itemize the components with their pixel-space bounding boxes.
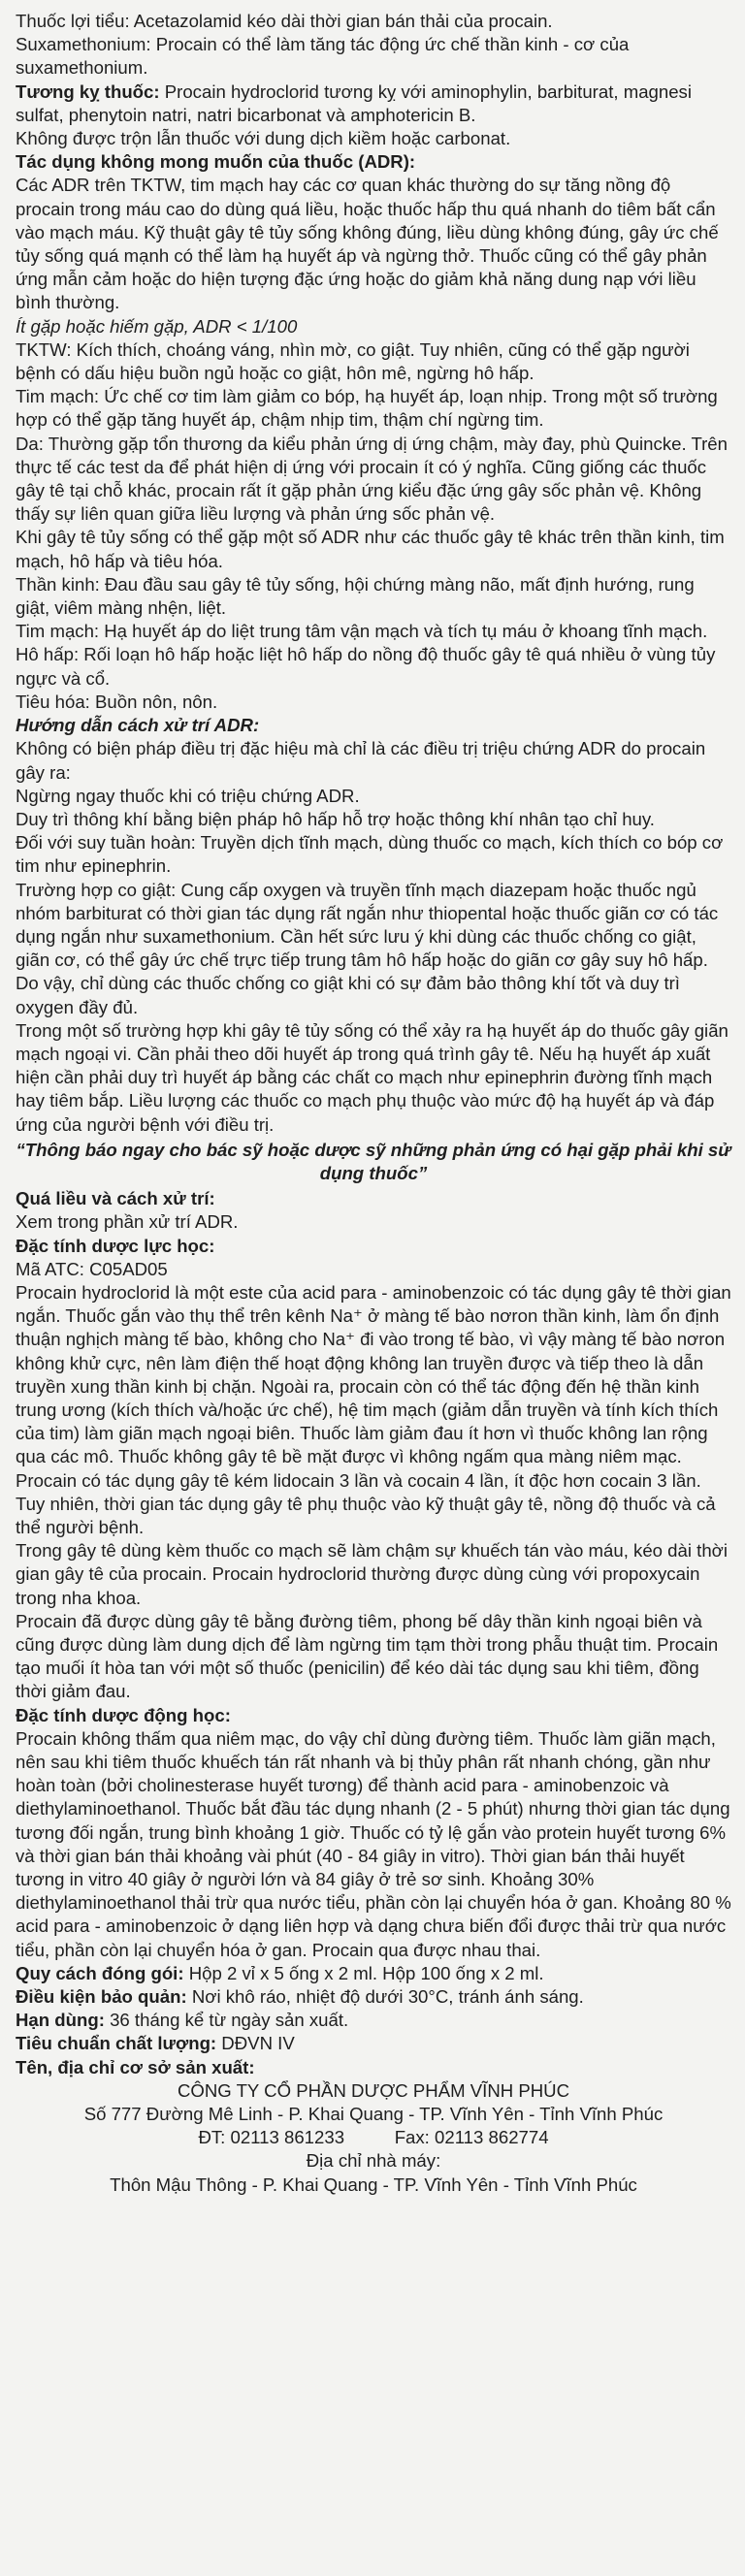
heading-pharmacodynamics: Đặc tính dược lực học: <box>16 1235 215 1256</box>
paragraph-cardio: Tim mạch: Ức chế cơ tim làm giảm co bóp, hạ huyết áp, loạn nhịp. Trong một số trường hợp có thể gặp tăng huyết áp, chậm nhịp tim, thậm chí ngừng tim. <box>16 386 718 431</box>
paragraph-neuro: Thần kinh: Đau đầu sau gây tê tủy sống, hội chứng màng não, mất định hướng, rung giật, viêm màng nhện, liệt. <box>16 573 695 619</box>
paragraph-ventilation: Duy trì thông khí bằng biện pháp hô hấp hỗ trợ hoặc thông khí nhân tạo chỉ huy. <box>16 808 655 829</box>
factory-address-label: Địa chỉ nhà máy: <box>306 2150 441 2172</box>
paragraph-atc: Mã ATC: C05AD05 <box>16 1258 168 1279</box>
paragraph-spinal: Khi gây tê tủy sống có thể gặp một số ADR như các thuốc gây tê khác trên thần kinh, tim mạch, hô hấp và tiêu hóa. <box>16 527 725 571</box>
paragraph-skin: Da: Thường gặp tổn thương da kiểu phản ứng dị ứng chậm, mày đay, phù Quincke. Trên thực tế các test da để phát hiện dị ứng với procain ít có ý nghĩa. Cũng giống các thuốc gây tê tại chỗ khác, procain rất ít gặp phản ứng kiểu đặc ứng gây sốc phản vệ. Không thấy sự liên quan giữa liều lượng và phản ứng sốc phản vệ. <box>16 433 728 525</box>
heading-manufacturer: Tên, địa chỉ cơ sở sản xuất: <box>16 2056 255 2077</box>
paragraph-kinetics: Procain không thấm qua niêm mạc, do vậy chỉ dùng đường tiêm. Thuốc làm giãn mạch, nên sau khi tiêm thuốc khuếch tán rất nhanh và bị thủy phân rất nhanh chóng, gần như hoàn toàn (bởi cholinesterase huyết tương) để thành acid para - aminobenzoic và diethylaminoethanol. Thuốc bắt đầu tác dụng nhanh (2 - 5 phút) nhưng thời gian tác dụng tương đối ngắn, trung bình khoảng 1 giờ. Thuốc có tỷ lệ gắn vào protein huyết tương 6% và thời gian bán thải khoảng vài phút (40 - 84 giây in vitro). Thời gian bán thải huyết tương in vitro 40 giây ở người lớn và 84 giây ở trẻ sơ sinh. Khoảng 30% diethylaminoethanol thải trừ qua nước tiểu, phần còn lại chuyển hóa ở gan. Khoảng 80 % acid para - aminobenzoic ở dạng liên hợp và dạng chưa biến đổi được thải trừ qua nước tiểu, phần còn lại chuyển hóa ở gan. Procain qua được nhau thai. <box>16 1727 731 1960</box>
paragraph-stop-drug: Ngừng ngay thuốc khi có triệu chứng ADR. <box>16 785 360 806</box>
paragraph-cardio-spinal: Tim mạch: Hạ huyết áp do liệt trung tâm vận mạch và tích tụ máu ở khoang tĩnh mạch. <box>16 621 708 642</box>
paragraph-diuretics: Thuốc lợi tiểu: Acetazolamid kéo dài thời gian bán thải của procain. <box>16 11 553 31</box>
paragraph-potency: Procain có tác dụng gây tê kém lidocain 3 lần và cocain 4 lần, ít độc hơn cocain 3 lần. <box>16 1469 701 1491</box>
notice-report-adr: “Thông báo ngay cho bác sỹ hoặc dược sỹ những phản ứng có hại gặp phải khi sử dụng thuốc” <box>16 1139 731 1183</box>
paragraph-hypotension: Trong một số trường hợp khi gây tê tủy sống có thể xảy ra hạ huyết áp do thuốc gây giãn mạch ngoại vi. Cần phải theo dõi huyết áp trong quá trình gây tê. Nếu hạ huyết áp xuất hiện cần phải duy trì huyết áp bằng các chất co mạch như epinephrin đường tĩnh mạch hay tiêm bắp. Liều lượng các thuốc co mạch phụ thuộc vào mức độ hạ huyết áp và đáp ứng của người bệnh với điều trị. <box>16 1019 729 1135</box>
paragraph-incompatibilities: Tương kỵ thuốc: Procain hydroclorid tương kỵ với aminophylin, barbiturat, magnesi sulfat, phenytoin natri, natri bicarbonat và amphotericin B. <box>16 80 692 125</box>
paragraph-quality-standard: Tiêu chuẩn chất lượng: DĐVN IV <box>16 2033 295 2054</box>
paragraph-adr-overview: Các ADR trên TKTW, tim mạch hay các cơ quan khác thường do sự tăng nồng độ procain trong máu cao do dùng quá liều, hoặc thuốc hấp thu quá nhanh do tiêm bất cẩn vào mạch máu. Kỹ thuật gây tê tủy sống không đúng, liều dùng không đúng, gây ức chế tủy sống quá mạnh có thể làm hạ huyết áp và ngừng thở. Thuốc cũng có thể gây phản ứng mẫn cảm hoặc do hiện tượng đặc ứng hoặc do giảm khả năng dung nạp với liều bình thường. <box>16 175 719 313</box>
manufacturer-phone-fax: ĐT: 02113 861233 Fax: 02113 862774 <box>198 2127 549 2148</box>
paragraph-shelf-life: Hạn dùng: 36 tháng kể từ ngày sản xuất. <box>16 2010 349 2031</box>
subheading-uncommon: Ít gặp hoặc hiếm gặp, ADR < 1/100 <box>16 315 298 337</box>
heading-adr-management: Hướng dẫn cách xử trí ADR: <box>16 715 260 736</box>
paragraph-digestive: Tiêu hóa: Buồn nôn, nôn. <box>16 691 218 712</box>
heading-pharmacokinetics: Đặc tính dược động học: <box>16 1704 231 1725</box>
paragraph-no-mixing: Không được trộn lẫn thuốc với dung dịch kiềm hoặc carbonat. <box>16 128 511 149</box>
paragraph-duration: Tuy nhiên, thời gian tác dụng gây tê phụ thuộc vào kỹ thuật gây tê, nồng độ thuốc và cả thể người bệnh. <box>16 1493 716 1537</box>
paragraph-packaging: Quy cách đóng gói: Hộp 2 vỉ x 5 ống x 2 ml. Hộp 100 ống x 2 ml. <box>16 1962 544 1983</box>
paragraph-vasoconstrictor: Trong gây tê dùng kèm thuốc co mạch sẽ làm chậm sự khuếch tán vào máu, kéo dài thời gian gây tê của procain. Procain hydroclorid thường được dùng cùng với propoxycain trong nha khoa. <box>16 1540 728 1608</box>
paragraph-storage: Điều kiện bảo quản: Nơi khô ráo, nhiệt độ dưới 30°C, tránh ánh sáng. <box>16 1986 584 2008</box>
paragraph-mechanism: Procain hydroclorid là một este của acid para - aminobenzoic có tác dụng gây tê thời gian ngắn. Thuốc gắn vào thụ thể trên kênh Na⁺ ở màng tế bào nơron thần kinh, làm ổn định thuận nghịch màng tế bào, không cho Na⁺ đi vào trong tế bào, vì vậy màng tế bào nơron không khử cực, nên làm điện thế hoạt động không lan truyền được và tiếp theo là dẫn truyền xung thần kinh bị chặn. Ngoài ra, procain còn có thể tác động đến hệ thần kinh trung ương (kích thích và/hoặc ức chế), hệ tim mạch (giảm dẫn truyền và tính kích thích của tim) làm giãn mạch ngoại biên. Thuốc làm giảm đau ít hơn vì thuốc không lan rộng qua các mô. Thuốc không gây tê bề mặt được vì không ngấm qua màng niêm mạc. <box>16 1281 731 1467</box>
factory-address: Thôn Mậu Thông - P. Khai Quang - TP. Vĩnh Yên - Tỉnh Vĩnh Phúc <box>110 2174 637 2195</box>
paragraph-seizure: Trường hợp co giật: Cung cấp oxygen và truyền tĩnh mạch diazepam hoặc thuốc ngủ nhóm barbiturat có thời gian tác dụng rất ngắn như thiopental hoặc thuốc giãn cơ có tác dụng ngắn như suxamethonium. Cần hết sức lưu ý khi dùng các thuốc chống co giật, giãn cơ, có thể gây ức chế trực tiếp trung tâm hô hấp hoặc do giãn cơ gây suy hô hấp. Do vậy, chỉ dùng các thuốc chống co giật khi có sự đảm bảo thông khí tốt và duy trì oxygen đầy đủ. <box>16 879 719 1017</box>
paragraph-uses: Procain đã được dùng gây tê bằng đường tiêm, phong bế dây thần kinh ngoại biên và cũng được dùng làm dung dịch để làm ngừng tim tạm thời trong phẫu thuật tim. Procain tạo muối ít hòa tan với một số thuốc (penicilin) để kéo dài tác dụng sau khi tiêm, đồng thời giảm đau. <box>16 1610 719 1702</box>
paragraph-cns: TKTW: Kích thích, choáng váng, nhìn mờ, co giật. Tuy nhiên, cũng có thể gặp người bệnh có dấu hiệu buồn ngủ hoặc co giật, hôn mê, ngừng hô hấp. <box>16 338 690 384</box>
paragraph-overdose: Xem trong phần xử trí ADR. <box>16 1211 239 1233</box>
manufacturer-address: Số 777 Đường Mê Linh - P. Khai Quang - TP. Vĩnh Yên - Tỉnh Vĩnh Phúc <box>83 2104 664 2125</box>
manufacturer-name: CÔNG TY CỔ PHẦN DƯỢC PHẨM VĨNH PHÚC <box>177 2079 570 2101</box>
paragraph-respiratory: Hô hấp: Rối loạn hô hấp hoặc liệt hô hấp do nồng độ thuốc gây tê quá nhiều ở vùng tủy ngực và cổ. <box>16 644 716 689</box>
heading-overdose: Quá liều và cách xử trí: <box>16 1188 215 1209</box>
heading-adverse-reactions: Tác dụng không mong muốn của thuốc (ADR): <box>16 151 416 173</box>
paragraph-circulatory: Đối với suy tuần hoàn: Truyền dịch tĩnh mạch, dùng thuốc co mạch, kích thích co bóp cơ tim như epinephrin. <box>16 832 724 877</box>
paragraph-suxamethonium: Suxamethonium: Procain có thể làm tăng tác động ức chế thần kinh - cơ của suxamethonium. <box>16 34 630 79</box>
paragraph-adr-treatment: Không có biện pháp điều trị đặc hiệu mà chỉ là các điều trị triệu chứng ADR do procain gây ra: <box>16 738 706 783</box>
